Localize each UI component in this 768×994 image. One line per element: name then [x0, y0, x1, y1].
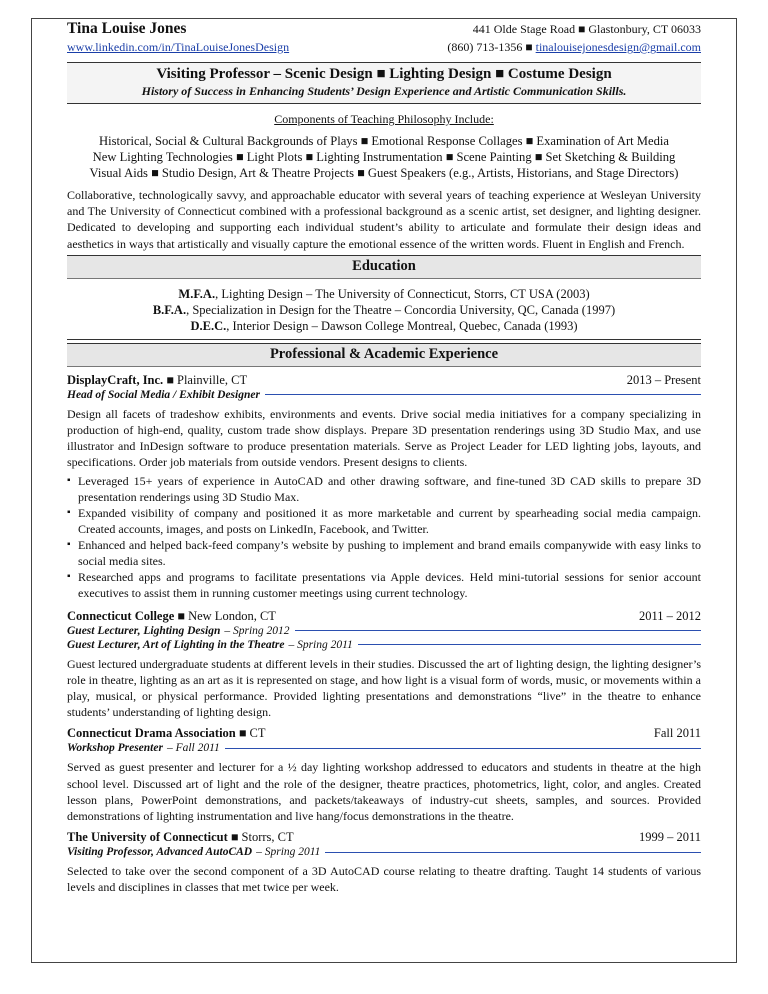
- role-date: – Spring 2011: [288, 638, 353, 651]
- achievement-item: ▪ Researched apps and programs to facilitate presentations via Apple devices. Held mini-tutorial sessions for senior account executives to assist them in running customer meetings using current technology.: [67, 569, 701, 601]
- achievement-item: ▪ Leveraged 15+ years of experience in AutoCAD and other drawing software, and fine-tuned 3D CAD skills to prepare 3D presentation renderings using 3D Studio Max.: [67, 473, 701, 505]
- philosophy-line: New Lighting Technologies ■ Light Plots ■ Lighting Instrumentation ■ Scene Painting ■ Set Sketching & Building: [92, 150, 676, 164]
- education-item: [67, 302, 701, 318]
- role-date: – Fall 2011: [166, 742, 220, 755]
- education-item: [67, 318, 701, 334]
- job-title: Visiting Professor, Advanced AutoCAD: [67, 846, 253, 859]
- job-location: ■ Storrs, CT: [227, 830, 294, 845]
- headline-title: Visiting Professor – Scenic Design ■ Lighting Design ■ Costume Design: [156, 66, 612, 82]
- education-heading: Education: [67, 255, 701, 279]
- title-rule: [358, 644, 701, 645]
- job-location: ■ Plainville, CT: [163, 372, 248, 387]
- job-description: Guest lectured undergraduate students at different levels in their studies. Discussed the art of lighting design, the lighting designer’s role in theatre, lighting as an art as it is represented on stage, and how light is a visual form of words, music, or movements within a play, musical, or physical performance. Provided lighting presentations and demonstrations “live” in the theatre to enhance students’ understanding of lighting design.: [67, 656, 701, 720]
- employer: Connecticut College: [67, 608, 175, 623]
- job-description: Selected to take over the second component of a 3D AutoCAD course relating to theatre drafting. Taught 14 students of various levels and disciplines in classes that met twice per week.: [67, 864, 701, 895]
- job-location: ■ CT: [235, 726, 266, 741]
- title-rule: [295, 630, 701, 631]
- job-entry: [67, 830, 701, 895]
- achievement-item: ▪ Expanded visibility of company and positioned it as more marketable and current by spearheading social media campaign. Created accounts, images, and posts on LinkedIn, Facebook, and Twitter.: [67, 505, 701, 537]
- employer: Connecticut Drama Association: [67, 726, 236, 741]
- degree-detail: , Specialization in Design for the Theatre – Concordia University, QC, Canada (1997): [186, 302, 616, 317]
- job-entry: [67, 726, 701, 824]
- divider: [67, 339, 701, 340]
- employer: The University of Connecticut: [67, 830, 228, 845]
- job-description: Served as guest presenter and lecturer for a ½ day lighting workshop addressed to educators and students in theatre at the high school level. Discussed art of light and the role of the designer, theatre practices, photometrics, light, color, and angles. Created lesson plans, PowerPoint demonstrations, and packets/takeaways of industry-cut sheets, samples, and sources. Provided demonstrations of lighting instrumentation and live hang/focus demonstrations in the theatre.: [67, 760, 701, 824]
- job-description: Design all facets of tradeshow exhibits, environments and events. Drive social media initiatives for a company specializing in production of high-end, quality, custom trade show displays. Prepare 3D presentation renderings using 3D Studio Max, and use illustrator and InDesign software to produce presentation materials. Serve as Project Leader for LED lighting jobs, layouts, and specifications. Order job materials from outside vendors. Present designs to clients.: [67, 406, 701, 470]
- employer: DisplayCraft, Inc.: [67, 372, 164, 387]
- degree-detail: , Interior Design – Dawson College Montreal, Quebec, Canada (1993): [226, 318, 578, 333]
- philosophy-line: Historical, Social & Cultural Backgrounds of Plays ■ Emotional Response Collages ■ Examination of Art Media: [99, 134, 669, 148]
- job-title: Guest Lecturer, Art of Lighting in the Theatre: [67, 638, 285, 651]
- degree: B.F.A.: [152, 302, 187, 317]
- linkedin-link[interactable]: www.linkedin.com/in/TinaLouiseJonesDesign: [67, 40, 290, 54]
- achievement-list: [67, 473, 701, 601]
- phone: (860) 713-1356 ■: [447, 40, 533, 54]
- job-dates: Fall 2011: [653, 726, 701, 741]
- profile-summary: Collaborative, technologically savvy, and approachable educator with several years of teaching experience at Wesleyan University and The University of Connecticut combined with a professional background as a scenic artist, set designer, and lighting designer. Dedicated to developing and supporting each individual student’s ability to articulate and formulate their design ideas and aesthetics in ways that artistically and visually capture the emotional essence of the written words. Fluent in English and French.: [67, 188, 701, 251]
- candidate-name: Tina Louise Jones: [67, 20, 187, 37]
- education-list: [67, 286, 701, 334]
- job-entry: [67, 373, 701, 601]
- job-dates: 2011 – 2012: [638, 608, 701, 623]
- title-rule: [265, 394, 701, 395]
- job-dates: 2013 – Present: [626, 372, 701, 387]
- job-entry: [67, 609, 701, 721]
- headline-box: [67, 62, 701, 104]
- degree-detail: , Lighting Design – The University of Connecticut, Storrs, CT USA (2003): [215, 286, 590, 301]
- philosophy-line: Visual Aids ■ Studio Design, Art & Theatre Projects ■ Guest Speakers (e.g., Artists, Historians, and Stage Directors): [89, 166, 679, 180]
- job-dates: 1999 – 2011: [638, 830, 701, 845]
- job-title: Workshop Presenter: [67, 742, 163, 755]
- role-date: – Spring 2012: [224, 624, 290, 637]
- job-title: Guest Lecturer, Lighting Design: [67, 624, 221, 637]
- title-rule: [325, 852, 701, 853]
- email-link[interactable]: tinalouisejonesdesign@gmail.com: [535, 40, 701, 54]
- role-date: – Spring 2011: [256, 846, 321, 859]
- job-title: Head of Social Media / Exhibit Designer: [67, 388, 260, 401]
- contact-header: [67, 20, 701, 55]
- philosophy-title: Components of Teaching Philosophy Include:: [274, 112, 494, 126]
- achievement-item: ▪ Enhanced and helped back-feed company’s website by pushing to implement and brand emails companywide with easy links to social media sites.: [67, 537, 701, 569]
- address: 441 Olde Stage Road ■ Glastonbury, CT 06033: [472, 22, 701, 36]
- job-location: ■ New London, CT: [174, 608, 276, 623]
- education-item: [67, 286, 701, 302]
- degree: D.E.C.: [190, 318, 227, 333]
- resume: [67, 20, 701, 896]
- degree: M.F.A.: [178, 286, 216, 301]
- title-rule: [225, 748, 701, 749]
- headline-subtitle: History of Success in Enhancing Students’ Design Experience and Artistic Communication Skills.: [141, 84, 627, 98]
- philosophy-list: [67, 133, 701, 181]
- experience-heading: Professional & Academic Experience: [67, 343, 701, 367]
